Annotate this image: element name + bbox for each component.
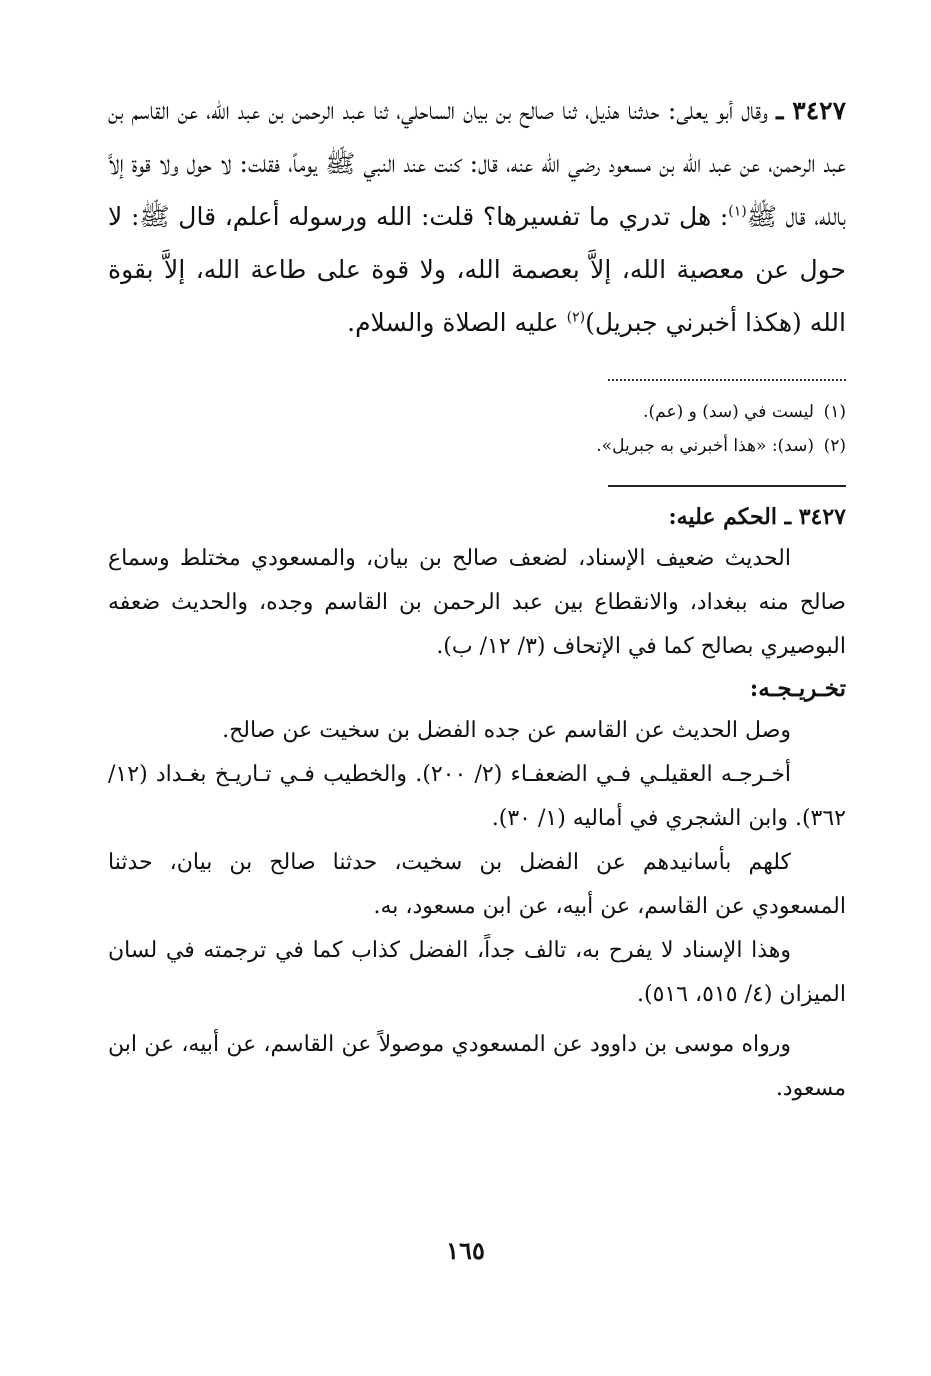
takhrij-paragraph: وهذا الإسناد لا يفرح به، تالف جداً، الفضل كذاب كما في ترجمته في لسان الميزان (٤/ ٥١٥، ٥١٦).	[108, 938, 846, 1007]
hadith-text	[108, 84, 846, 349]
footnote-2	[108, 429, 846, 463]
hadith-number: ٣٤٢٧ ـ	[776, 96, 846, 125]
ruling-text: الحديث ضعيف الإسناد، لضعف صالح بن بيان، والمسعودي مختلط وسماع صالح منه ببغداد، والانقطاع بين عبد الرحمن بن القاسم وجده، والحديث ضعفه البوصيري بصالح كما في الإتحاف (٣/ ١٢/ ب).	[108, 546, 846, 659]
page-number: ١٦٥	[446, 1236, 485, 1265]
takhrij-heading: تخـريـجـه:	[749, 675, 846, 702]
ruling-heading: ٣٤٢٧ ـ الحكم عليه:	[668, 504, 846, 530]
takhrij-paragraph: كلهم بأسانيدهم عن الفضل بن سخيت، حدثنا صالح بن بيان، حدثنا المسعودي عن القاسم، عن أبيه، عن ابن مسعود، به.	[108, 850, 846, 919]
takhrij-paragraph: ورواه موسى بن داوود عن المسعودي موصولاً عن القاسم، عن أبيه، عن ابن مسعود.	[108, 1032, 846, 1101]
section-divider	[608, 485, 846, 487]
page-body	[108, 84, 846, 1111]
hadith-text-part2: : هل تدري ما تفسيرها؟ قلت: الله ورسوله أعلم، قال ﷺ: لا حول عن معصية الله، إلاَّ بعصمة الله، ولا قوة على طاعة الله، إلاَّ بقوة الله (هكذا أخبرني جبريل)	[108, 202, 846, 337]
footnote-text: (سد): «هذا أخبرني به جبريل».	[596, 436, 814, 456]
hadith-text-part1: وقال أبو يعلى: حدثنا هذيل، ثنا صالح بن بيان الساحلي، ثنا عبد الرحمن بن عبد الله، عن القاسم بن عبد الرحمن، عن عبد الله بن مسعود رضي الله عنه، قال: كنت عند النبي ﷺ يوماً، فقلت: لا حول ولا قوة إلاَّ بالله، قال ﷺ	[108, 96, 846, 231]
hadith-text-part3: عليه الصلاة والسلام.	[347, 308, 567, 337]
footnote-1	[108, 395, 846, 429]
footnote-marker-2: (٢)	[566, 309, 586, 326]
takhrij-paragraph: وصل الحديث عن القاسم عن جده الفضل بن سخيت عن صالح.	[222, 718, 791, 743]
footnote-number: (٢)	[823, 436, 846, 456]
footnote-marker-1: (١)	[728, 203, 747, 220]
footnote-text: ليست في (سد) و (عم).	[643, 402, 814, 422]
footnote-number: (١)	[823, 402, 846, 422]
footnote-separator	[608, 379, 846, 381]
takhrij-paragraph: أخـرجـه العقيلـي فـي الضعفـاء (٢/ ٢٠٠). والخطيب فـي تـاريـخ بغـداد (١٢/ ٣٦٢). وابن الشجري في أماليه (١/ ٣٠).	[108, 762, 846, 831]
footnotes	[108, 395, 846, 463]
